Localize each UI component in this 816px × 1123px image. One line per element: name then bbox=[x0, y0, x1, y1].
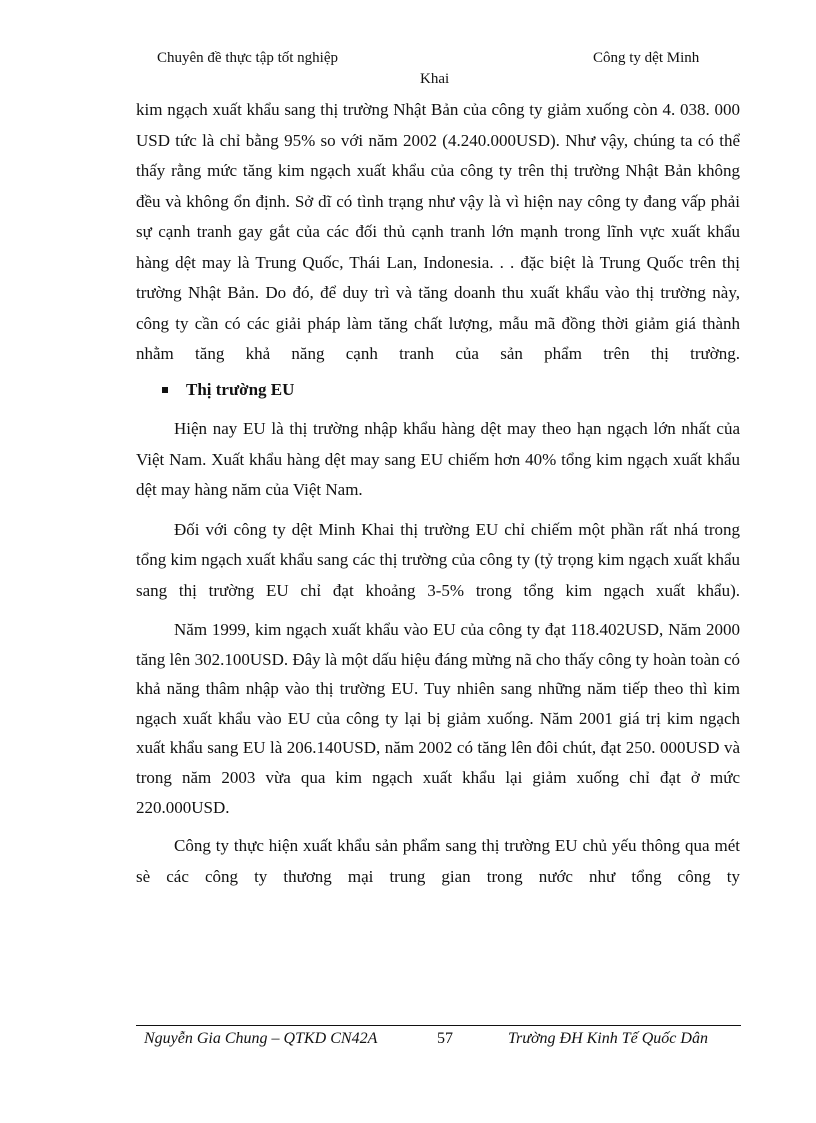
heading-eu-market bbox=[136, 375, 740, 406]
paragraph-eu-turnover: Năm 1999, kim ngạch xuất khẩu vào EU của công ty đạt 118.402USD, Năm 2000 tăng lên 302.100USD. Đây là một dấu hiệu đáng mừng nã cho thấy công ty hoàn toàn có khả năng thâm nhập vào thị trường EU. Tuy nhiên sang những năm tiếp theo thì kim ngạch xuất khẩu vào EU của công ty lại bị giảm xuống. Năm 2001 giá trị kim ngạch xuất khẩu sang EU là 206.140USD, năm 2002 có tăng lên đôi chút, đạt 250. 000USD và trong năm 2003 vừa qua kim ngạch xuất khẩu lại giảm xuống chỉ đạt ở mức 220.000USD. bbox=[136, 620, 740, 817]
paragraph-eu-channels: Công ty thực hiện xuất khẩu sản phẩm sang thị trường EU chủ yếu thông qua mét sè các công ty thương mại trung gian trong nước như tổng công ty bbox=[136, 836, 740, 886]
footer-author-name: Nguyễn Gia Chung – bbox=[144, 1030, 284, 1047]
footer-school: Trường ĐH Kinh Tế Quốc Dân bbox=[508, 1030, 708, 1047]
running-header-title: Chuyên đề thực tập tốt nghiệp bbox=[157, 50, 339, 66]
running-header-company: Công ty dệt Minh bbox=[593, 50, 700, 66]
heading-eu-label: Thị trường EU bbox=[186, 379, 295, 399]
page-body bbox=[136, 95, 740, 892]
paragraph-eu-share: Đối với công ty dệt Minh Khai thị trường EU chỉ chiếm một phần rất nhá trong tổng kim ngạch xuất khẩu sang các thị trường của công ty (tỷ trọng kim ngạch xuất khẩu sang thị trường EU chỉ đạt khoảng 3-5% trong tổng kim ngạch xuất khẩu). bbox=[136, 519, 740, 600]
paragraph-japan-market: kim ngạch xuất khẩu sang thị trường Nhật Bản của công ty giảm xuống còn 4. 038. 000 USD tức là chỉ bằng 95% so với năm 2002 (4.240.000USD). Như vậy, chúng ta có thể thấy rằng mức tăng kim ngạch xuất khẩu của công ty trên thị trường Nhật Bản không đều và không ổn định. Sở dĩ có tình trạng như vậy là vì hiện nay công ty đang vấp phải sự cạnh tranh gay gắt của các đối thủ cạnh tranh lớn mạnh trong lĩnh vực xuất khẩu hàng dệt may là Trung Quốc, Thái Lan, Indonesia. . . đặc biệt là Trung Quốc trên thị trường Nhật Bản. Do đó, để duy trì và tăng doanh thu xuất khẩu vào thị trường này, công ty cần có các giải pháp làm tăng chất lượng, mẫu mã đồng thời giảm giá thành nhằm tăng khả năng cạnh tranh của sản phẩm trên thị trường. bbox=[136, 100, 740, 363]
footer-class-code: QTKD CN42A bbox=[283, 1030, 378, 1047]
running-header-company-wrap: Khai bbox=[420, 71, 450, 87]
footer-rule bbox=[136, 1025, 741, 1026]
paragraph-eu-intro: Hiện nay EU là thị trường nhập khẩu hàng dệt may theo hạn ngạch lớn nhất của Việt Nam. Xuất khẩu hàng dệt may sang EU chiếm hơn 40% tổng kim ngạch xuất khẩu dệt may hàng năm của Việt Nam. bbox=[136, 419, 740, 499]
page-number: 57 bbox=[437, 1030, 453, 1047]
bullet-square-icon bbox=[162, 387, 168, 393]
footer-author bbox=[144, 1030, 377, 1048]
